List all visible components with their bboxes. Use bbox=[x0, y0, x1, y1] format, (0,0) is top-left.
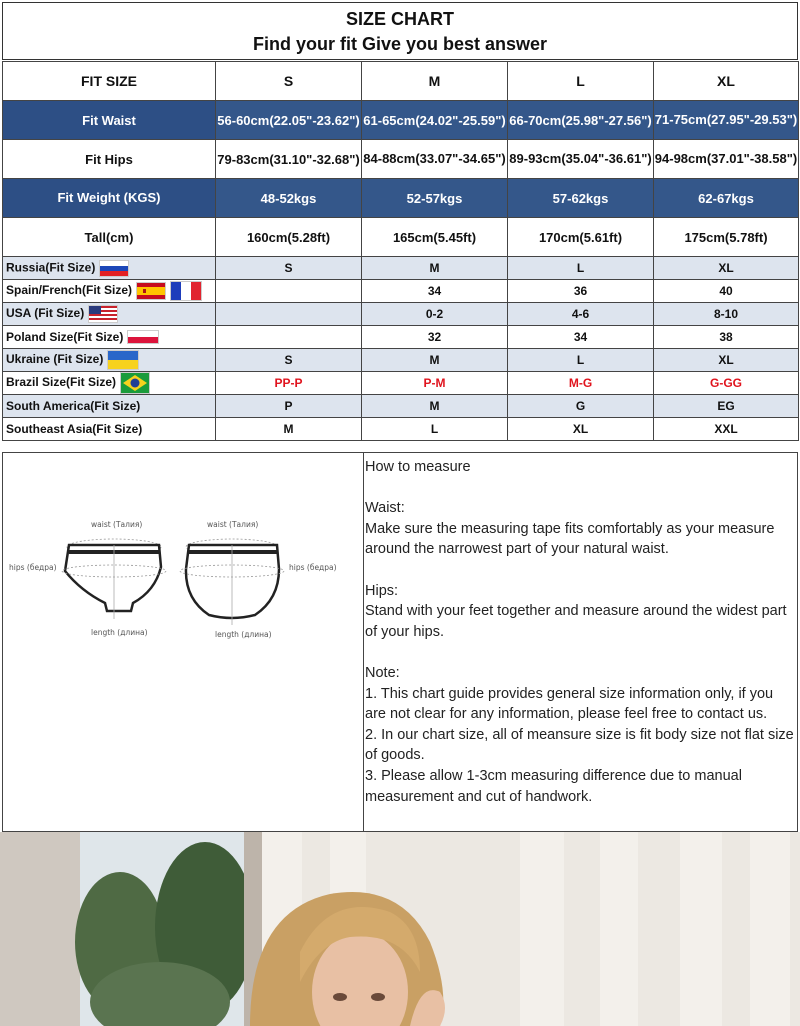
ukraine-flag-icon bbox=[107, 350, 139, 370]
cell: 32 bbox=[362, 326, 508, 349]
region-label: Russia(Fit Size) bbox=[6, 260, 96, 275]
size-header-row bbox=[3, 62, 799, 101]
region-label: Spain/French(Fit Size) bbox=[6, 283, 133, 298]
cell: XL bbox=[508, 418, 654, 441]
cell: M bbox=[362, 349, 508, 372]
cell: M-G bbox=[508, 372, 654, 395]
waist-label-left: waist (Талия) bbox=[91, 520, 143, 529]
howto-title: How to measure bbox=[365, 459, 471, 475]
cell: L bbox=[362, 418, 508, 441]
note-3: 3. Please allow 1-3cm measuring difference due to manual measurement and cut of handwork. bbox=[365, 767, 742, 805]
row-label bbox=[3, 303, 216, 326]
region-label: Ukraine (Fit Size) bbox=[6, 352, 104, 367]
waist-text: Make sure the measuring tape fits comfortably as your measure around the narrowest part of your natural waist. bbox=[365, 520, 775, 558]
length-label-right: length (длина) bbox=[215, 630, 272, 639]
chart-title-box bbox=[2, 2, 798, 60]
cell: 89-93cm(35.04"-36.61") bbox=[508, 140, 654, 179]
region-label: Brazil Size(Fit Size) bbox=[6, 375, 117, 390]
row-label: Fit Weight (KGS) bbox=[3, 179, 216, 218]
cell bbox=[216, 326, 362, 349]
row-label: Tall(cm) bbox=[3, 218, 216, 257]
waist-title: Waist: bbox=[365, 500, 405, 517]
hips-text: Stand with your feet together and measure around the widest part of your hips. bbox=[365, 603, 787, 640]
size-header-m: M bbox=[362, 62, 508, 101]
panty-diagram-icon bbox=[3, 453, 363, 831]
cell: EG bbox=[654, 395, 799, 418]
model-photo-image bbox=[0, 832, 800, 1026]
cell: 71-75cm(27.95"-29.53") bbox=[654, 101, 799, 140]
hips-label-right: hips (бедра) bbox=[289, 563, 337, 572]
cell: M bbox=[362, 395, 508, 418]
cell: G bbox=[508, 395, 654, 418]
cell: 8-10 bbox=[654, 303, 799, 326]
southeast-asia-row bbox=[3, 418, 799, 441]
usa-row bbox=[3, 303, 799, 326]
cell: 165cm(5.45ft) bbox=[362, 218, 508, 257]
size-header-l: L bbox=[508, 62, 654, 101]
note-2: 2. In our chart size, all of meansure size is fit body size not flat size of goods. bbox=[365, 726, 794, 764]
fit-waist-row bbox=[3, 101, 799, 140]
cell: 34 bbox=[362, 280, 508, 303]
hips-title: Hips: bbox=[365, 582, 399, 599]
measure-diagram bbox=[3, 453, 364, 831]
size-header-xl: XL bbox=[654, 62, 799, 101]
cell: 170cm(5.61ft) bbox=[508, 218, 654, 257]
row-label bbox=[3, 257, 216, 280]
cell: 34 bbox=[508, 326, 654, 349]
cell: G-GG bbox=[654, 372, 799, 395]
cell: PP-P bbox=[216, 372, 362, 395]
brazil-flag-icon bbox=[120, 372, 150, 394]
cell: 52-57kgs bbox=[362, 179, 508, 218]
cell: 48-52kgs bbox=[216, 179, 362, 218]
poland-flag-icon bbox=[127, 330, 159, 344]
france-flag-icon bbox=[170, 281, 202, 301]
note-1: 1. This chart guide provides general size information only, if you are not clear for any information, please feel free to contact us. bbox=[365, 685, 774, 723]
cell: 66-70cm(25.98"-27.56") bbox=[508, 101, 654, 140]
cell: 79-83cm(31.10"-32.68") bbox=[216, 140, 362, 179]
cell: S bbox=[216, 257, 362, 280]
region-label: Poland Size(Fit Size) bbox=[6, 329, 124, 344]
waist-label-right: waist (Талия) bbox=[207, 520, 259, 529]
cell: 57-62kgs bbox=[508, 179, 654, 218]
row-label bbox=[3, 280, 216, 303]
cell: L bbox=[508, 257, 654, 280]
cell: S bbox=[216, 349, 362, 372]
note-title: Note: bbox=[365, 664, 400, 681]
cell: 4-6 bbox=[508, 303, 654, 326]
tall-row bbox=[3, 218, 799, 257]
how-to-measure bbox=[365, 457, 795, 807]
cell: XL bbox=[654, 257, 799, 280]
russia-flag-icon bbox=[99, 260, 129, 277]
region-label: USA (Fit Size) bbox=[6, 306, 85, 321]
cell: L bbox=[508, 349, 654, 372]
row-label bbox=[3, 372, 216, 395]
cell: 62-67kgs bbox=[654, 179, 799, 218]
cell bbox=[216, 280, 362, 303]
cell: P bbox=[216, 395, 362, 418]
russia-row bbox=[3, 257, 799, 280]
cell: 38 bbox=[654, 326, 799, 349]
poland-row bbox=[3, 326, 799, 349]
fit-hips-row bbox=[3, 140, 799, 179]
model-photo bbox=[0, 832, 800, 1026]
row-label: Southeast Asia(Fit Size) bbox=[3, 418, 216, 441]
south-america-row bbox=[3, 395, 799, 418]
cell: 40 bbox=[654, 280, 799, 303]
cell: P-M bbox=[362, 372, 508, 395]
cell: 175cm(5.78ft) bbox=[654, 218, 799, 257]
chart-subtitle: Find your fit Give you best answer bbox=[252, 34, 548, 54]
cell: M bbox=[216, 418, 362, 441]
row-label bbox=[3, 326, 216, 349]
brazil-row bbox=[3, 372, 799, 395]
length-label-left: length (длина) bbox=[91, 628, 148, 637]
cell bbox=[216, 303, 362, 326]
usa-flag-icon bbox=[88, 305, 118, 323]
fit-size-header: FIT SIZE bbox=[3, 62, 216, 101]
ukraine-row bbox=[3, 349, 799, 372]
row-label: Fit Hips bbox=[3, 140, 216, 179]
cell: 56-60cm(22.05"-23.62") bbox=[216, 101, 362, 140]
size-header-s: S bbox=[216, 62, 362, 101]
spain-french-row bbox=[3, 280, 799, 303]
cell: XXL bbox=[654, 418, 799, 441]
cell: XL bbox=[654, 349, 799, 372]
cell: M bbox=[362, 257, 508, 280]
cell: 0-2 bbox=[362, 303, 508, 326]
chart-title: SIZE CHART bbox=[346, 9, 454, 29]
row-label: South America(Fit Size) bbox=[3, 395, 216, 418]
cell: 94-98cm(37.01"-38.58") bbox=[654, 140, 799, 179]
row-label bbox=[3, 349, 216, 372]
cell: 160cm(5.28ft) bbox=[216, 218, 362, 257]
cell: 36 bbox=[508, 280, 654, 303]
measure-section bbox=[2, 452, 798, 832]
cell: 84-88cm(33.07"-34.65") bbox=[362, 140, 508, 179]
fit-weight-row bbox=[3, 179, 799, 218]
hips-label-left: hips (бедра) bbox=[9, 563, 57, 572]
spain-flag-icon bbox=[136, 282, 166, 300]
cell: 61-65cm(24.02"-25.59") bbox=[362, 101, 508, 140]
row-label: Fit Waist bbox=[3, 101, 216, 140]
size-table bbox=[2, 61, 799, 441]
